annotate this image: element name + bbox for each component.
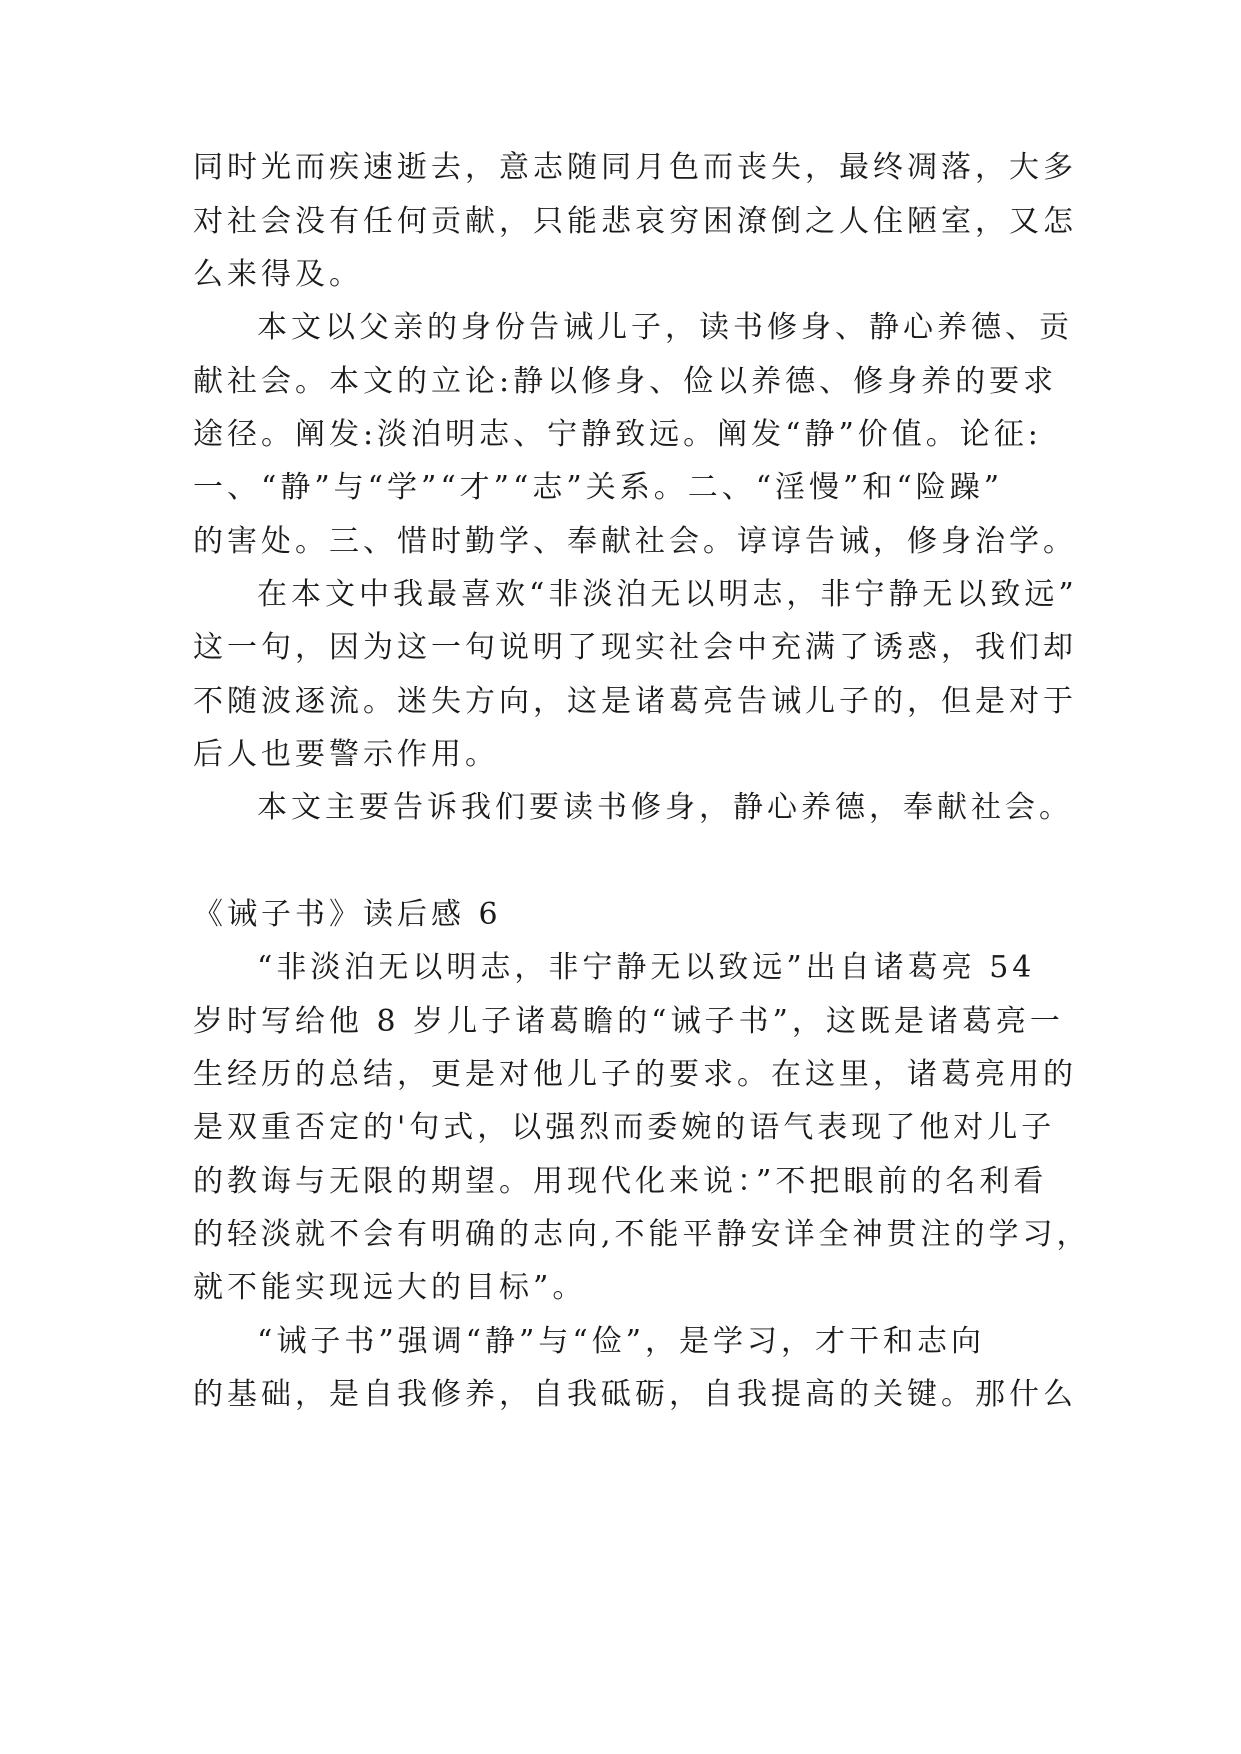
text-line: 的基础，是自我修养，自我砥砺，自我提高的关键。那什么 — [193, 1377, 1077, 1412]
text-line: 的教诲与无限的期望。用现代化来说：”不把眼前的名利看 — [193, 1164, 1048, 1199]
paragraph-first-line: “诫子书”强调“静”与“俭”，是学习，才干和志向 — [257, 1324, 986, 1359]
text-line: 后人也要警示作用。 — [193, 737, 499, 772]
text-line: 献社会。本文的立论:静以修身、俭以养德、修身养的要求 — [193, 364, 1058, 399]
text-line: 岁时写给他 8 岁儿子诸葛瞻的“诫子书”，这既是诸葛亮一 — [193, 1004, 1064, 1039]
paragraph-first-line: 在本文中我最喜欢“非淡泊无以明志，非宁静无以致远” — [257, 577, 1078, 612]
text-line: 对社会没有任何贡献，只能悲哀穷困潦倒之人住陋室，又怎 — [193, 204, 1077, 239]
text-line: 途径。阐发:淡泊明志、宁静致远。阐发“静”价值。论征: — [193, 417, 1042, 452]
text-line: 么来得及。 — [193, 257, 363, 292]
paragraph-first-line: “非淡泊无以明志，非宁静无以致远”出自诸葛亮 54 — [257, 950, 1036, 985]
text-line: 一、“静”与“学”“才”“志”关系。二、“淫慢”和“险躁” — [193, 470, 1004, 505]
text-line: 这一句，因为这一句说明了现实社会中充满了诱惑，我们却 — [193, 630, 1077, 665]
paragraph-first-line: 本文以父亲的身份告诫儿子，读书修身、静心养德、贡 — [257, 310, 1073, 345]
paragraph-first-line: 本文主要告诉我们要读书修身，静心养德，奉献社会。 — [257, 790, 1073, 825]
text-line: 就不能实现远大的目标”。 — [193, 1270, 587, 1305]
text-line: 的害处。三、惜时勤学、奉献社会。谆谆告诫，修身治学。 — [193, 524, 1077, 559]
section-heading: 《诫子书》读后感 6 — [193, 897, 502, 932]
text-line: 同时光而疾速逝去，意志随同月色而丧失，最终凋落，大多 — [193, 150, 1077, 185]
text-line: 的轻淡就不会有明确的志向,不能平静安详全神贯注的学习， — [193, 1217, 1091, 1252]
text-line: 是双重否定的'句式，以强烈而委婉的语气表现了他对儿子 — [193, 1110, 1056, 1145]
text-line: 不随波逐流。迷失方向，这是诸葛亮告诫儿子的，但是对于 — [193, 684, 1077, 719]
text-line: 生经历的总结，更是对他儿子的要求。在这里，诸葛亮用的 — [193, 1057, 1077, 1092]
